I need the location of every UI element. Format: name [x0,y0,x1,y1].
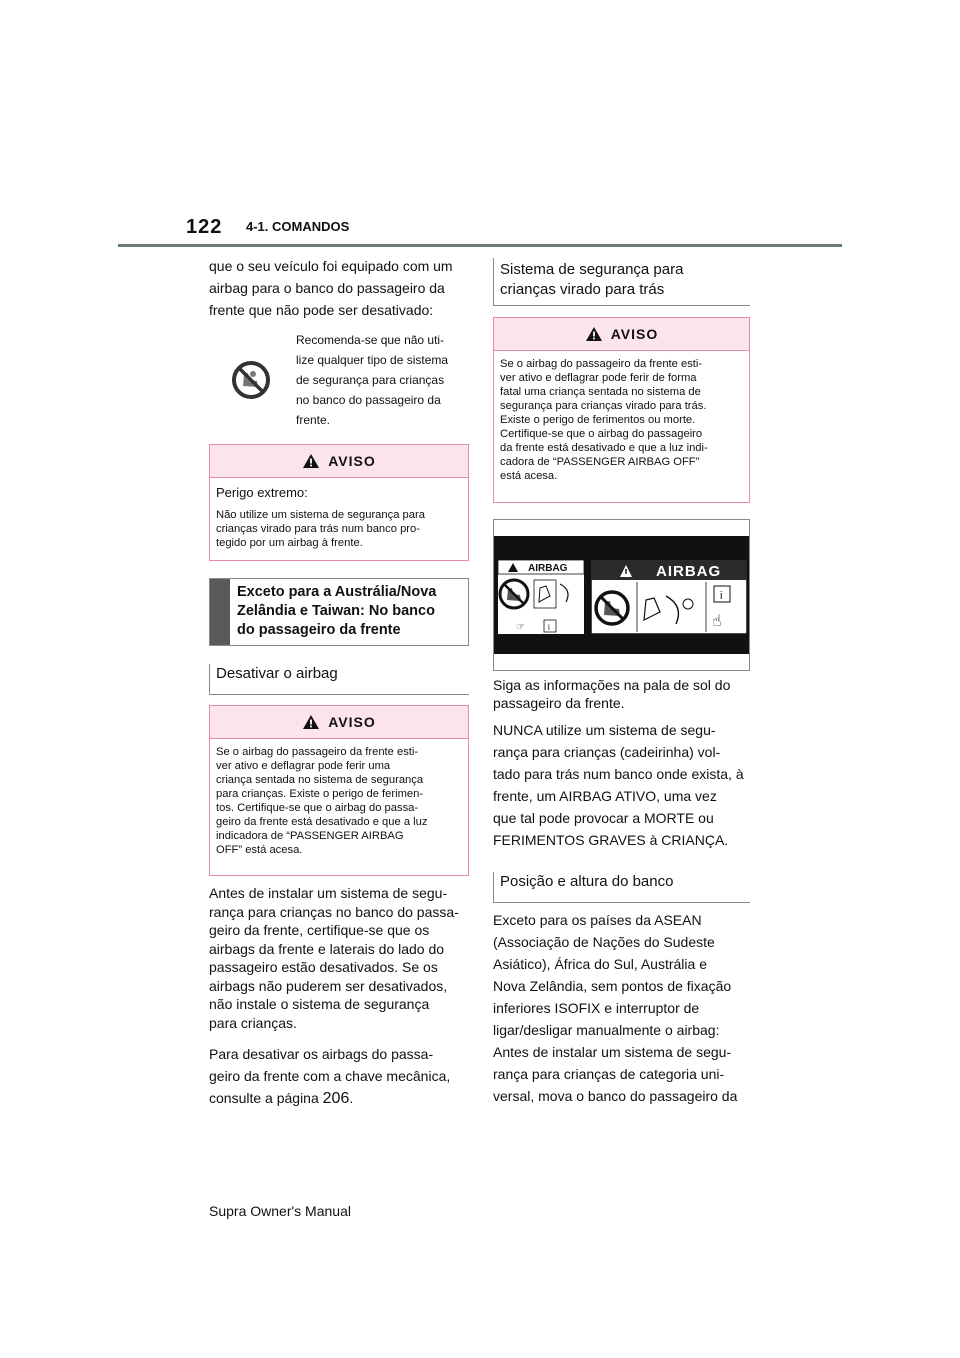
paragraph-line: Exceto para os países da ASEAN [493,912,702,928]
paragraph-line: versal, mova o banco do passageiro da [493,1088,738,1104]
paragraph-line: Antes de instalar um sistema de segu- [209,885,448,901]
paragraph-line: NUNCA utilize um sistema de segu- [493,722,716,738]
warning-line: tegido por um airbag à frente. [216,537,363,549]
warning-line: fatal uma criança sentada no sistema de [500,386,701,398]
note-line: no banco do passageiro da [296,393,441,407]
warning-line: Se o airbag do passageiro da frente esti- [216,746,419,758]
header-divider [118,244,842,247]
section-title: 4-1. COMANDOS [246,219,350,234]
warning-body [494,351,749,489]
paragraph-line: (Associação de Nações do Sudeste [493,934,715,950]
warning-box [209,444,469,561]
paragraph-line: rança para crianças (cadeirinha) vol- [493,744,721,760]
no-child-seat-icon [231,360,271,400]
paragraph-line: Antes de instalar um sistema de segu- [493,1044,732,1060]
caption-line: passageiro da frente. [493,695,625,711]
recommendation-note [209,330,469,430]
page-ref-prefix: consulte a página [209,1090,323,1106]
intro-line: que o seu veículo foi equipado com um [209,258,453,274]
never-paragraph [493,719,755,851]
region-heading-bar [210,579,230,645]
warning-triangle-icon [302,714,320,730]
warning-body [210,739,468,863]
paragraph-line: airbags não puderem ser desativados, [209,977,448,994]
page-reference-link[interactable]: 206 [322,1090,350,1107]
warning-line: ver ativo e deflagrar pode ferir uma [216,760,391,772]
warning-body [210,478,468,556]
rear-facing-heading [493,258,750,306]
info-icon: i [720,590,723,602]
warning-line: segurança para crianças virado para trás. [500,400,707,412]
warning-line: cadora de “PASSENGER AIRBAG OFF” [500,456,700,468]
paragraph-line: frente, um AIRBAG ATIVO, uma vez [493,788,717,804]
airbag-label-figure [493,519,750,671]
region-heading-line: Zelândia e Taiwan: No banco [237,603,435,619]
warning-header [494,318,749,351]
warning-title: AVISO [610,326,659,342]
warning-header [210,445,468,478]
paragraph-line: passageiro estão desativados. Se os [209,959,438,975]
info-icon: i [548,623,550,632]
region-heading-line: do passageiro da frente [237,622,401,638]
figure-caption [493,676,755,712]
warning-header [210,706,468,739]
heading-line: Sistema de segurança para [500,261,684,278]
paragraph-line: rança para crianças no banco do passa- [209,903,459,920]
warning-title: AVISO [328,453,376,469]
paragraph-line: airbags da frente e laterais do lado do [209,940,445,957]
paragraph-line: ligar/desligar manualmente o airbag: [493,1022,720,1038]
pointing-hand-icon: ☞ [516,622,525,633]
warning-line: geiro da frente está desativado e que a luz [216,816,428,828]
warning-line: ver ativo e deflagrar pode ferir de forma [500,372,697,384]
paragraph-line [209,1087,471,1110]
paragraph-line: Asiático), África do Sul, Austrália e [493,956,707,972]
region-heading [209,578,469,646]
warning-line: OFF” está acesa. [216,844,303,856]
paragraph-line: que tal pode provocar a MORTE ou [493,810,714,826]
page-number: 122 [186,216,223,238]
warning-line: Existe o perigo de ferimentos ou morte. [500,414,696,426]
warning-line: da frente está desativado e que a luz indi- [500,442,708,454]
warning-line: criança sentada no sistema de segurança [216,774,424,786]
airbag-label-small-text: AIRBAG [528,563,568,574]
pointing-hand-icon: ☝ [712,611,722,630]
heading-line: crianças virado para trás [500,281,665,298]
page-ref-suffix: . [349,1090,354,1106]
paragraph-line: geiro da frente com a chave mecânica, [209,1068,451,1084]
note-line: lize qualquer tipo de sistema [296,353,449,367]
warning-box [209,705,469,876]
paragraph-line: Nova Zelândia, sem pontos de fixação [493,978,732,994]
install-paragraph [209,884,471,1032]
note-text [296,330,471,430]
warning-line: Certifique-se que o airbag do passageiro [500,428,703,440]
intro-line: frente que não pode ser desativado: [209,302,434,318]
region-heading-text [237,583,467,640]
note-line: frente. [296,413,331,427]
subheading-seat-position: Posição e altura do banco [493,872,750,903]
paragraph-line: rança para crianças de categoria uni- [493,1066,725,1082]
note-line: Recomenda-se que não uti- [296,333,445,347]
sun-visor-label-illustration [494,520,749,670]
paragraph-line: geiro da frente, certifique-se que os [209,922,430,938]
paragraph-line: inferiores ISOFIX e interruptor de [493,1000,700,1016]
warning-line: Se o airbag do passageiro da frente esti- [500,358,703,370]
paragraph-line: FERIMENTOS GRAVES à CRIANÇA. [493,832,729,848]
warning-line: indicadora de “PASSENGER AIRBAG [216,830,404,842]
mechanical-key-paragraph [209,1043,471,1110]
paragraph-line: não instale o sistema de segurança [209,996,430,1012]
subheading-disable-airbag: Desativar o airbag [209,664,469,695]
warning-box [493,317,750,503]
airbag-label-large-text: AIRBAG [656,563,722,580]
warning-triangle-icon [302,453,320,469]
note-line: de segurança para crianças [296,373,445,387]
warning-triangle-icon [585,326,603,342]
warning-line: crianças virado para trás num banco pro- [216,523,420,535]
warning-line: tos. Certifique-se que o airbag do passa- [216,802,419,814]
warning-line: Não utilize um sistema de segurança para [216,509,425,521]
warning-line: está acesa. [500,470,558,482]
caption-line: Siga as informações na pala de sol do [493,677,731,693]
warning-subtitle: Perigo extremo: [216,485,308,500]
footer-manual-title: Supra Owner's Manual [209,1203,351,1219]
intro-paragraph [209,255,471,321]
paragraph-line: para crianças. [209,1014,297,1031]
intro-line: airbag para o banco do passageiro da [209,280,445,296]
paragraph-line: tado para trás num banco onde exista, à [493,766,744,782]
paragraph-line: Para desativar os airbags do passa- [209,1046,434,1062]
warning-line: para crianças. Existe o perigo de ferimen- [216,788,424,800]
seat-position-paragraph [493,909,755,1107]
region-heading-line: Exceto para a Austrália/Nova [237,584,437,600]
warning-title: AVISO [328,714,376,730]
